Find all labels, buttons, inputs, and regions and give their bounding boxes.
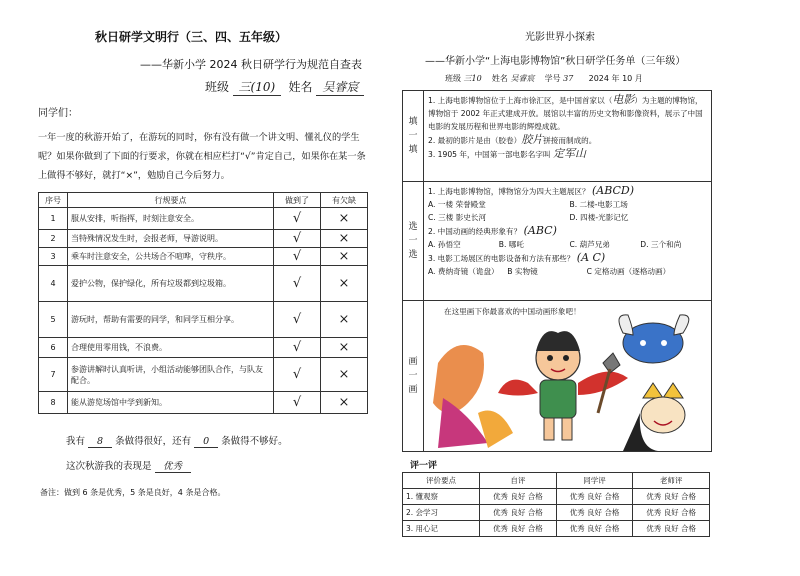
choose-q2-options (428, 238, 707, 251)
info-name-label: 姓名 (491, 74, 508, 83)
name-label: 姓名 (288, 80, 313, 94)
row-done-mark: √ (274, 392, 321, 414)
nezha-body (540, 380, 576, 418)
eval-header: 自评 (480, 473, 557, 489)
row-text: 服从安排，听指挥，时刻注意安全。 (68, 208, 274, 230)
option: A. 孙悟空 (428, 240, 461, 249)
row-done-mark: √ (274, 208, 321, 230)
option: A. 费纳奇镜（诡盘） (428, 267, 499, 276)
eval-self: 优秀 良好 合格 (480, 505, 557, 521)
left-page-subtitle: ——华新小学 2024 秋日研学行为规范自查表 (140, 58, 362, 71)
eval-peer: 优秀 良好 合格 (556, 505, 633, 521)
eval-peer: 优秀 良好 合格 (556, 489, 633, 505)
fill-label-char: 一 (408, 131, 418, 141)
row-no: 6 (39, 338, 68, 358)
table-row (403, 489, 710, 505)
summary-suffix: 条做得不够好。 (221, 436, 288, 447)
info-name-value: 吴睿宸 (510, 74, 535, 83)
fill-q1-answer: 电影 (612, 93, 635, 106)
right-page-title: 光影世界小探索 (525, 32, 595, 43)
evaluation-title: 评一评 (410, 461, 438, 471)
choose-label-char: 选 (408, 250, 418, 260)
fill-body (424, 91, 711, 181)
fill-q3-text: 3. 1905 年，中国第一部电影名字叫 (428, 150, 551, 159)
flame-shape (433, 345, 484, 413)
fill-q2 (428, 133, 707, 147)
row-no: 4 (39, 266, 68, 302)
row-no: 2 (39, 230, 68, 248)
row-text: 爱护公物，保护绿化，所有垃圾都到垃圾箱。 (68, 266, 274, 302)
eval-header: 老师评 (633, 473, 710, 489)
info-class-value: 三10 (463, 74, 482, 83)
eval-header: 评价要点 (403, 473, 480, 489)
row-done-mark: √ (274, 302, 321, 338)
header-lack: 有欠缺 (321, 193, 368, 208)
choose-label (403, 182, 424, 300)
option: C 定格动画（逐格动画） (586, 267, 671, 276)
row-lack-mark: × (321, 392, 368, 414)
right-page-subtitle: ——华新小学“上海电影博物馆”秋日研学任务单（三年级） (425, 56, 686, 67)
row-done-mark: √ (274, 338, 321, 358)
rating-value: 优秀 (155, 458, 191, 473)
choose-q1-answer: (ABCD) (591, 184, 635, 197)
fill-label-char: 填 (408, 145, 418, 155)
option: B. 哪吒 (498, 240, 524, 249)
fill-q1 (428, 93, 707, 133)
choose-section (403, 182, 711, 301)
option: C. 三楼 影史长河 (428, 213, 487, 222)
row-lack-mark: × (321, 208, 368, 230)
task-sheet (402, 90, 712, 452)
crown (643, 383, 683, 398)
fill-label-char: 填 (408, 117, 418, 127)
fill-q2-text: 2. 最初的影片是由（胶卷） (428, 136, 522, 145)
choose-q1-text: 1. 上海电影博物馆，博物馆分为四大主题展区？ (428, 187, 590, 196)
row-lack-mark: × (321, 338, 368, 358)
table-row (403, 521, 710, 537)
fill-q1-rest: ）为主题的博物馆，博物馆于 2002 年正式建成开放。展馆以丰富的历史文物和影像资料，展示了中国电影的发展历程和世界电影的辉煌成就。 (428, 96, 703, 131)
draw-label-char: 画 (408, 357, 418, 367)
info-id-label: 学号 (544, 74, 561, 83)
fill-q2-rest: 拼接而制成的。 (543, 136, 597, 145)
row-text: 乘车时注意安全，公共场合不喧哗，守秩序。 (68, 248, 274, 266)
eval-header-row (403, 473, 710, 489)
eval-point: 2. 会学习 (403, 505, 480, 521)
queen-face (641, 397, 685, 433)
eval-peer: 优秀 良好 合格 (556, 521, 633, 537)
choose-q1-options-2 (428, 211, 707, 224)
eval-teacher: 优秀 良好 合格 (633, 489, 710, 505)
header-point: 行规要点 (68, 193, 274, 208)
eval-self: 优秀 良好 合格 (480, 489, 557, 505)
nezha-leg (544, 418, 554, 440)
info-id-value: 37 (563, 74, 574, 83)
student-info-line (445, 73, 643, 84)
row-no: 1 (39, 208, 68, 230)
table-row (39, 248, 368, 266)
class-value: 三(10) (233, 78, 281, 96)
eval-point: 1. 懂观察 (403, 489, 480, 505)
self-check-table (38, 192, 368, 414)
option: D. 三个和尚 (640, 240, 682, 249)
nezha-hair (536, 331, 580, 351)
row-done-mark: √ (274, 358, 321, 392)
option: B 实物镜 (507, 267, 538, 276)
table-row (39, 266, 368, 302)
draw-label-char: 画 (408, 385, 418, 395)
rating-prefix: 这次秋游我的表现是 (66, 461, 152, 472)
summary-mid: 条做得很好，还有 (115, 436, 192, 447)
bull-horn-left (619, 315, 633, 335)
row-no: 8 (39, 392, 68, 414)
row-no: 7 (39, 358, 68, 392)
choose-q3 (428, 251, 707, 265)
fill-q1-text: 1. 上海电影博物馆位于上海市徐汇区，是中国首家以（ (428, 96, 613, 105)
option: A. 一楼 荣誉殿堂 (428, 200, 486, 209)
row-text: 游玩时，帮助有需要的同学，和同学互相分享。 (68, 302, 274, 338)
row-no: 5 (39, 302, 68, 338)
bull-eye (661, 340, 667, 346)
choose-q2 (428, 224, 707, 238)
eval-teacher: 优秀 良好 合格 (633, 521, 710, 537)
draw-section (403, 301, 711, 451)
summary-bad-count: 0 (194, 436, 218, 448)
table-row (39, 208, 368, 230)
row-lack-mark: × (321, 248, 368, 266)
summary-line (66, 433, 288, 448)
row-text: 合理使用零用钱，不浪费。 (68, 338, 274, 358)
option: C. 葫芦兄弟 (569, 240, 611, 249)
choose-q3-text: 3. 电影工场展区的电影设备和方法有那些？ (428, 254, 575, 263)
draw-prompt: 在这里画下你最喜欢的中国动画形象吧！ (444, 307, 581, 316)
bull-eye (640, 340, 646, 346)
fill-section (403, 91, 711, 182)
table-row (403, 505, 710, 521)
draw-label-char: 一 (408, 371, 418, 381)
option: D. 四楼-光影记忆 (569, 213, 629, 222)
fill-q3 (428, 147, 707, 161)
info-class-label: 班级 (445, 74, 461, 83)
bull-horn-right (674, 315, 689, 335)
choose-q2-text: 2. 中国动画的经典形象有？ (428, 227, 522, 236)
choose-q3-answer: (A C) (576, 251, 606, 264)
row-done-mark: √ (274, 248, 321, 266)
drawing-area (424, 301, 711, 455)
summary-prefix: 我有 (66, 436, 86, 447)
choose-body (424, 182, 711, 300)
eval-teacher: 优秀 良好 合格 (633, 505, 710, 521)
row-text: 参游讲解时认真听讲，小组活动能够团队合作，与队友配合。 (68, 358, 274, 392)
evaluation-table (402, 472, 710, 537)
table-row (39, 338, 368, 358)
summary-good-count: 8 (88, 436, 112, 448)
axe-head (603, 353, 620, 373)
row-lack-mark: × (321, 358, 368, 392)
row-text: 当特殊情况发生时，会报老师，导游说明。 (68, 230, 274, 248)
row-done-mark: √ (274, 266, 321, 302)
class-label: 班级 (205, 80, 230, 94)
intro-paragraph: 一年一度的秋游开始了，在游玩的同时，你有没有做一个讲文明、懂礼仪的学生呢？如果你做到了下面的行要求，你就在相应栏打“√”肯定自己，如果你在某一条上做得不够好，就打“×”，勉励自己今后努力。 (38, 132, 366, 181)
nezha-eye-left (547, 355, 553, 361)
left-page-title: 秋日研学文明行（三、四、五年级） (95, 30, 288, 44)
choose-q2-answer: (ABC) (523, 224, 557, 237)
header-done: 做到了 (274, 193, 321, 208)
row-no: 3 (39, 248, 68, 266)
fill-q2-answer: 胶片 (521, 133, 544, 146)
choose-q3-options (428, 265, 707, 278)
greeting: 同学们： (38, 108, 78, 119)
info-date: 2024 年 10 月 (588, 74, 643, 83)
choose-label-char: 一 (408, 236, 418, 246)
table-row (39, 302, 368, 338)
fill-q3-answer: 定军山 (552, 147, 586, 160)
eval-point: 3. 用心记 (403, 521, 480, 537)
draw-label (403, 301, 424, 451)
cartoon-drawing (428, 303, 711, 453)
table-row (39, 230, 368, 248)
option: B. 二楼-电影工场 (569, 200, 628, 209)
choose-q1 (428, 184, 707, 198)
nezha-eye-right (563, 355, 569, 361)
nezha-leg (562, 418, 572, 440)
row-lack-mark: × (321, 302, 368, 338)
row-lack-mark: × (321, 266, 368, 302)
fill-label (403, 91, 424, 181)
eval-self: 优秀 良好 合格 (480, 521, 557, 537)
table-header-row (39, 193, 368, 208)
note: 备注：做到 6 条是优秀，5 条是良好，4 条是合格。 (40, 488, 226, 497)
table-row (39, 392, 368, 414)
row-lack-mark: × (321, 230, 368, 248)
row-text: 能从游览场馆中学到新知。 (68, 392, 274, 414)
nezha-sash-left (498, 380, 538, 396)
row-done-mark: √ (274, 230, 321, 248)
choose-q1-options (428, 198, 707, 211)
eval-header: 同学评 (556, 473, 633, 489)
name-value: 吴睿宸 (316, 78, 364, 96)
choose-label-char: 选 (408, 222, 418, 232)
rating-line (66, 458, 191, 473)
class-name-line (205, 78, 364, 96)
header-no: 序号 (39, 193, 68, 208)
table-row (39, 358, 368, 392)
